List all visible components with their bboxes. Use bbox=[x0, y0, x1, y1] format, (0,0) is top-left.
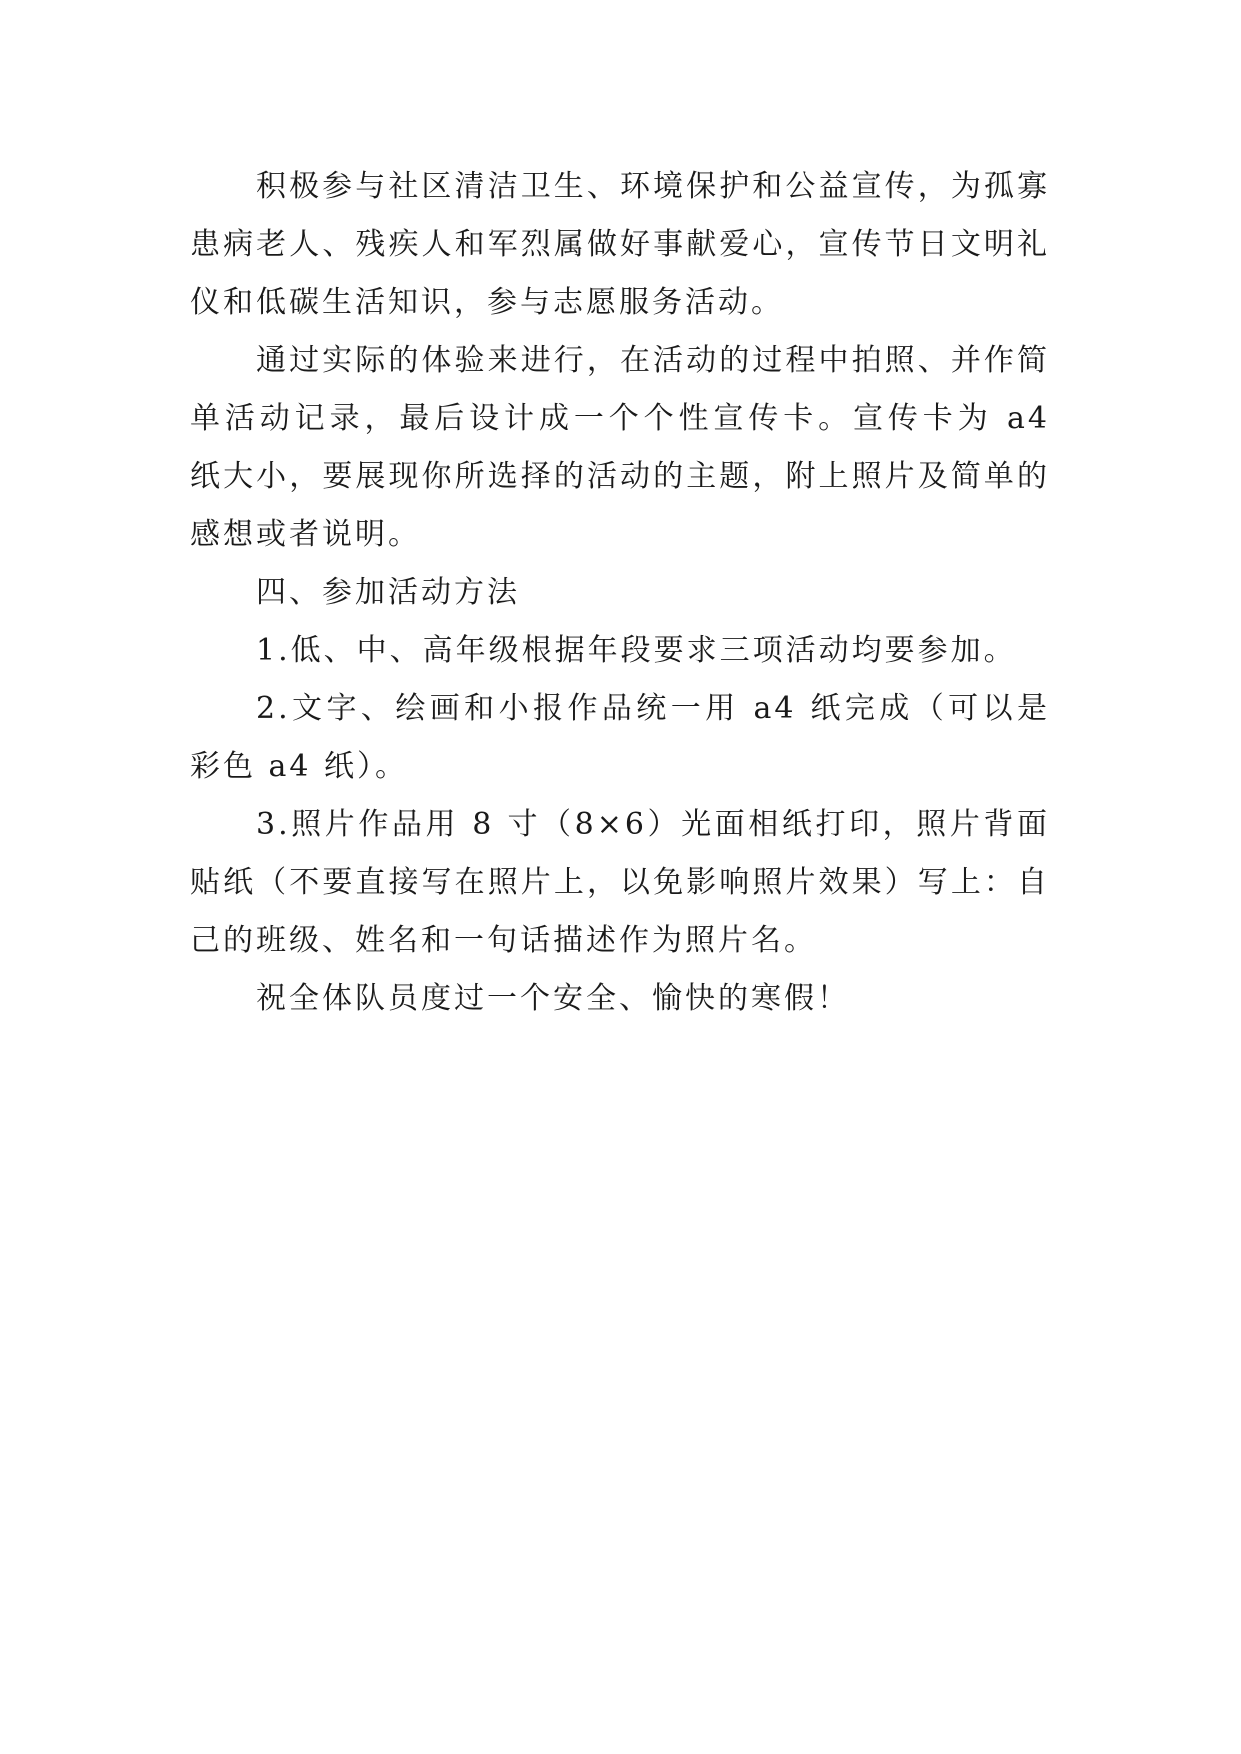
paragraph-activity-method: 通过实际的体验来进行，在活动的过程中拍照、并作简单活动记录，最后设计成一个个性宣传卡。宣传卡为 a4 纸大小，要展现你所选择的活动的主题，附上照片及简单的感想或者说明。 bbox=[190, 343, 1050, 552]
section-heading-participation: 四、参加活动方法 bbox=[256, 575, 520, 610]
list-item-1: 1.低、中、高年级根据年段要求三项活动均要参加。 bbox=[256, 633, 1017, 668]
closing-wish: 祝全体队员度过一个安全、愉快的寒假！ bbox=[256, 981, 850, 1016]
list-item-2: 2.文字、绘画和小报作品统一用 a4 纸完成（可以是彩色 a4 纸）。 bbox=[190, 691, 1050, 784]
list-item-3: 3.照片作品用 8 寸（8×6）光面相纸打印，照片背面贴纸（不要直接写在照片上，以免影响照片效果）写上：自己的班级、姓名和一句话描述作为照片名。 bbox=[190, 807, 1050, 958]
document-body bbox=[190, 158, 1050, 1028]
paragraph-activity-content: 积极参与社区清洁卫生、环境保护和公益宣传，为孤寡患病老人、残疾人和军烈属做好事献爱心，宣传节日文明礼仪和低碳生活知识，参与志愿服务活动。 bbox=[190, 169, 1050, 320]
